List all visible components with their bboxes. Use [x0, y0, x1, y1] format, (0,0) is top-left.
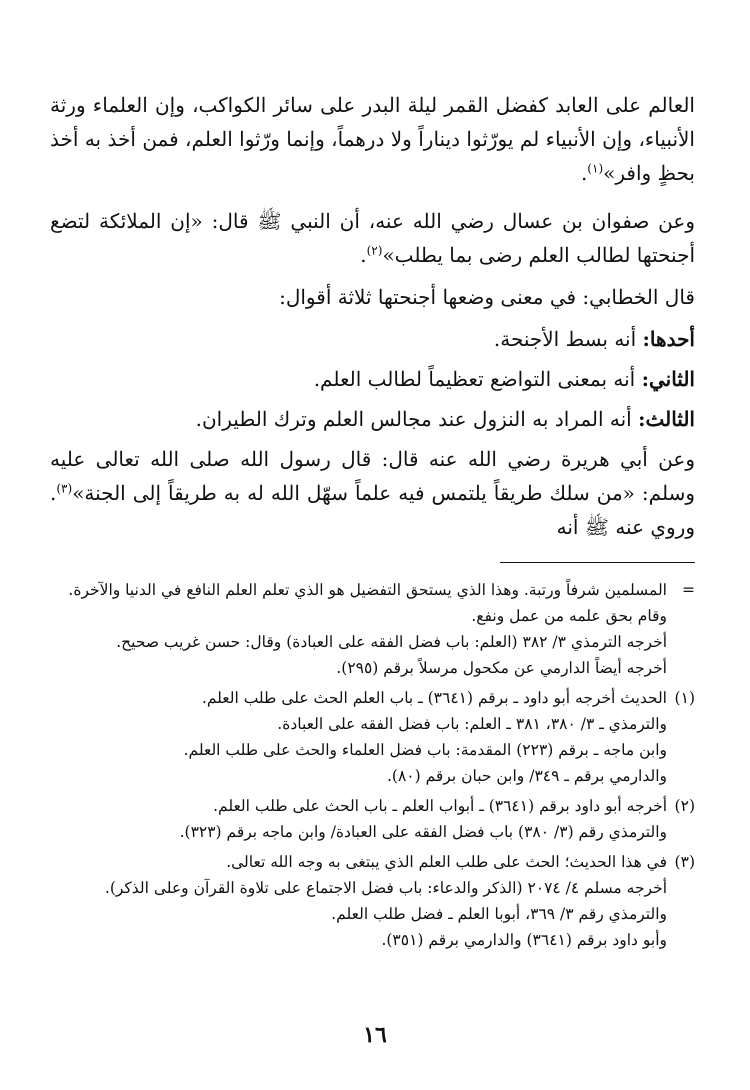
footnote-ref-3: (٣) — [56, 481, 73, 496]
page-number: ١٦ — [363, 1022, 387, 1048]
main-text — [50, 88, 695, 544]
paragraph-khattabi: قال الخطابي: في معنى وضعها أجنحتها ثلاثة أقوال: — [279, 285, 695, 309]
footnote-number: (١) — [674, 689, 695, 707]
footnote-ref-1: (١) — [587, 161, 604, 176]
footnote-separator — [500, 562, 695, 563]
footnote-2: (٢) أخرجه أبو داود برقم (٣٦٤١) ـ أبواب العلم ـ باب الحث على طلب العلم. والترمذي رقم (٣/ ٣٨٠) باب فضل الفقه على العبادة/ وابن ماجه برقم (٣٢٣). — [50, 793, 695, 845]
opinion-second: الثاني: أنه بمعنى التواضع تعظيماً لطالب العلم. — [313, 367, 695, 391]
paragraph-hadith-scholars: العالم على العابد كفضل القمر ليلة البدر على سائر الكواكب، وإن العلماء ورثة الأنبياء، وإن الأنبياء لم يورّثوا ديناراً ولا درهماً، وإنما ورّثوا العلم، فمن أخذ به أخذ بحظٍ وافر»$^{(١)}$. — [50, 93, 695, 185]
footnote-1: (١) الحديث أخرجه أبو داود ـ برقم (٣٦٤١) ـ باب العلم الحث على طلب العلم. والترمذي ـ ٣/ ٣٨٠، ٣٨١ ـ العلم: باب فضل الفقه على العبادة. وابن ماجه ـ برقم (٢٢٣) المقدمة: باب فضل العلماء والحث على طلب العلم. والدارمي برقم ـ ٣٤٩/ وابن حبان برقم (٨٠). — [50, 685, 695, 789]
footnote-ref-2: (٢) — [366, 243, 383, 258]
paragraph-safwan: وعن صفوان بن عسال رضي الله عنه، أن النبي ﷺ قال: «إن الملائكة لتضع أجنحتها لطالب العلم رضى بما يطلب»$^{(٢)}$. — [50, 209, 695, 267]
opinion-label: أحدها: — [642, 327, 695, 351]
footnote-3: (٣) في هذا الحديث؛ الحث على طلب العلم الذي يبتغى به وجه الله تعالى. أخرجه مسلم ٤/ ٢٠٧٤ (الذكر والدعاء: باب فضل الاجتماع على تلاوة القرآن وعلى الذكر). والترمذي رقم ٣/ ٣٦٩، أبوبا العلم ـ فضل طلب العلم. وأبو داود برقم (٣٦٤١) والدارمي برقم (٣٥١). — [50, 849, 695, 953]
footnote-number: (٣) — [674, 853, 695, 871]
footnote-continuation: = المسلمين شرفاً ورتبة. وهذا الذي يستحق التفضيل هو الذي تعلم العلم النافع في الدنيا والآخرة. وقام بحق علمه من عمل ونفع. أخرجه الترمذي ٣/ ٣٨٢ (العلم: باب فضل الفقه على العبادة) وقال: حسن غريب صحيح. أخرجه أيضاً الدارمي عن مكحول مرسلاً برقم (٢٩٥). — [50, 577, 695, 681]
footnotes — [50, 577, 695, 953]
continuation-marker: = — [682, 581, 695, 599]
opinion-label: الثاني: — [641, 367, 695, 391]
opinion-first: أحدها: أنه بسط الأجنحة. — [493, 327, 695, 351]
paragraph-abu-hurayra: وعن أبي هريرة رضي الله عنه قال: قال رسول الله صلى الله تعالى عليه وسلم: «من سلك طريقاً يلتمس فيه علماً سهّل الله له به طريقاً إلى الجنة»$^{(٣)}$. وروي عنه ﷺ أنه — [50, 447, 695, 539]
opinion-label: الثالث: — [638, 407, 695, 431]
footnote-number: (٢) — [674, 797, 695, 815]
opinion-third: الثالث: أنه المراد به النزول عند مجالس العلم وترك الطيران. — [195, 407, 695, 431]
